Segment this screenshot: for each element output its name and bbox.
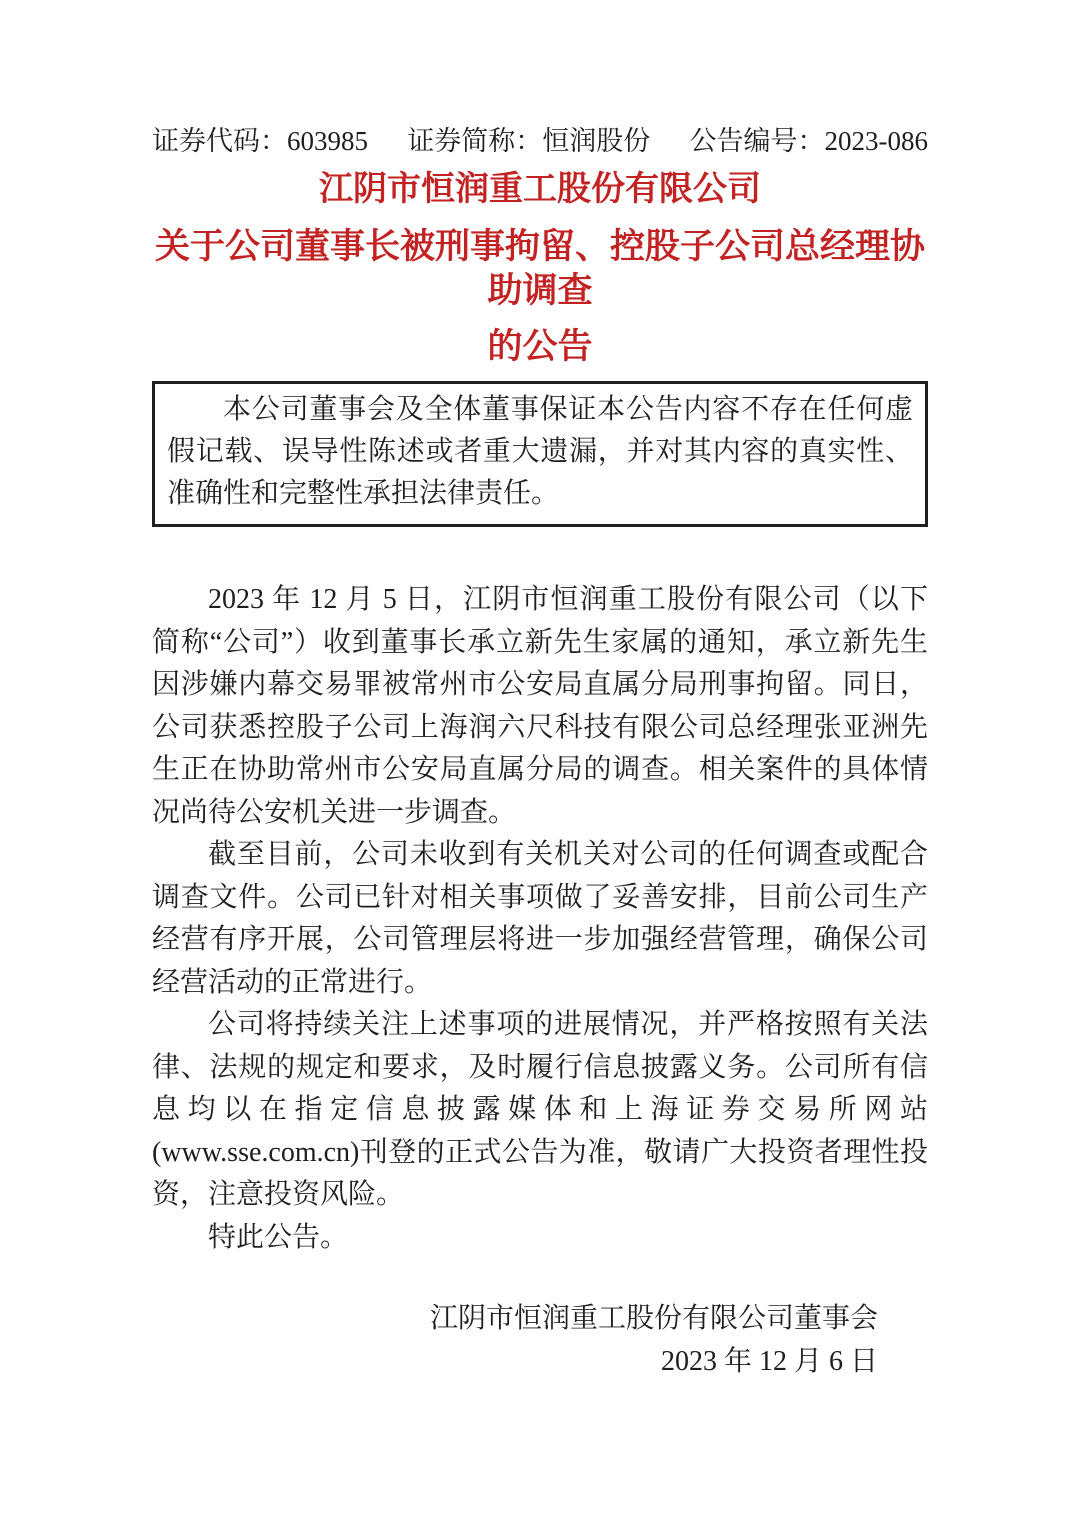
body-paragraph-2: 截至目前，公司未收到有关机关对公司的任何调查或配合调查文件。公司已针对相关事项做了妥善安排，目前公司生产经营有序开展，公司管理层将进一步加强经营管理，确保公司经营活动的正常进行。	[152, 839, 928, 998]
board-declaration-box	[152, 381, 928, 527]
announcement-subject-line2: 的公告	[487, 327, 593, 366]
closing-statement: 特此公告。	[208, 1221, 349, 1253]
document-header	[152, 127, 928, 155]
signature-date: 2023 年 12 月 6 日	[660, 1346, 878, 1377]
body-paragraph-1: 2023 年 12 月 5 日，江阴市恒润重工股份有限公司（以下简称“公司”）收到董事长承立新先生家属的通知，承立新先生因涉嫌内幕交易罪被常州市公安局直属分局刑事拘留。同日，公司获悉控股子公司上海润六尺科技有限公司总经理张亚洲先生正在协助常州市公安局直属分局的调查。相关案件的具体情况尚待公安机关进一步调查。	[152, 584, 928, 828]
signature-block	[152, 1297, 928, 1383]
board-declaration-text: 本公司董事会及全体董事保证本公告内容不存在任何虚假记载、误导性陈述或者重大遗漏，并对其内容的真实性、准确性和完整性承担法律责任。	[167, 394, 913, 509]
announcement-subject-line1: 关于公司董事长被刑事拘留、控股子公司总经理协助调查	[154, 227, 925, 310]
announcement-body	[152, 579, 928, 1259]
stock-short-name-label: 证券简称：恒润股份	[407, 126, 651, 156]
signature-board: 江阴市恒润重工股份有限公司董事会	[429, 1303, 878, 1334]
body-paragraph-3: 公司将持续关注上述事项的进展情况，并严格按照有关法律、法规的规定和要求，及时履行信息披露义务。公司所有信息均以在指定信息披露媒体和上海证券交易所网站(www.sse.com.cn)刊登的正式公告为准，敬请广大投资者理性投资，注意投资风险。	[152, 1009, 928, 1210]
announcement-number-label: 公告编号：2023-086	[689, 126, 928, 156]
company-name-title: 江阴市恒润重工股份有限公司	[319, 171, 761, 208]
stock-code-label: 证券代码：603985	[152, 126, 368, 156]
